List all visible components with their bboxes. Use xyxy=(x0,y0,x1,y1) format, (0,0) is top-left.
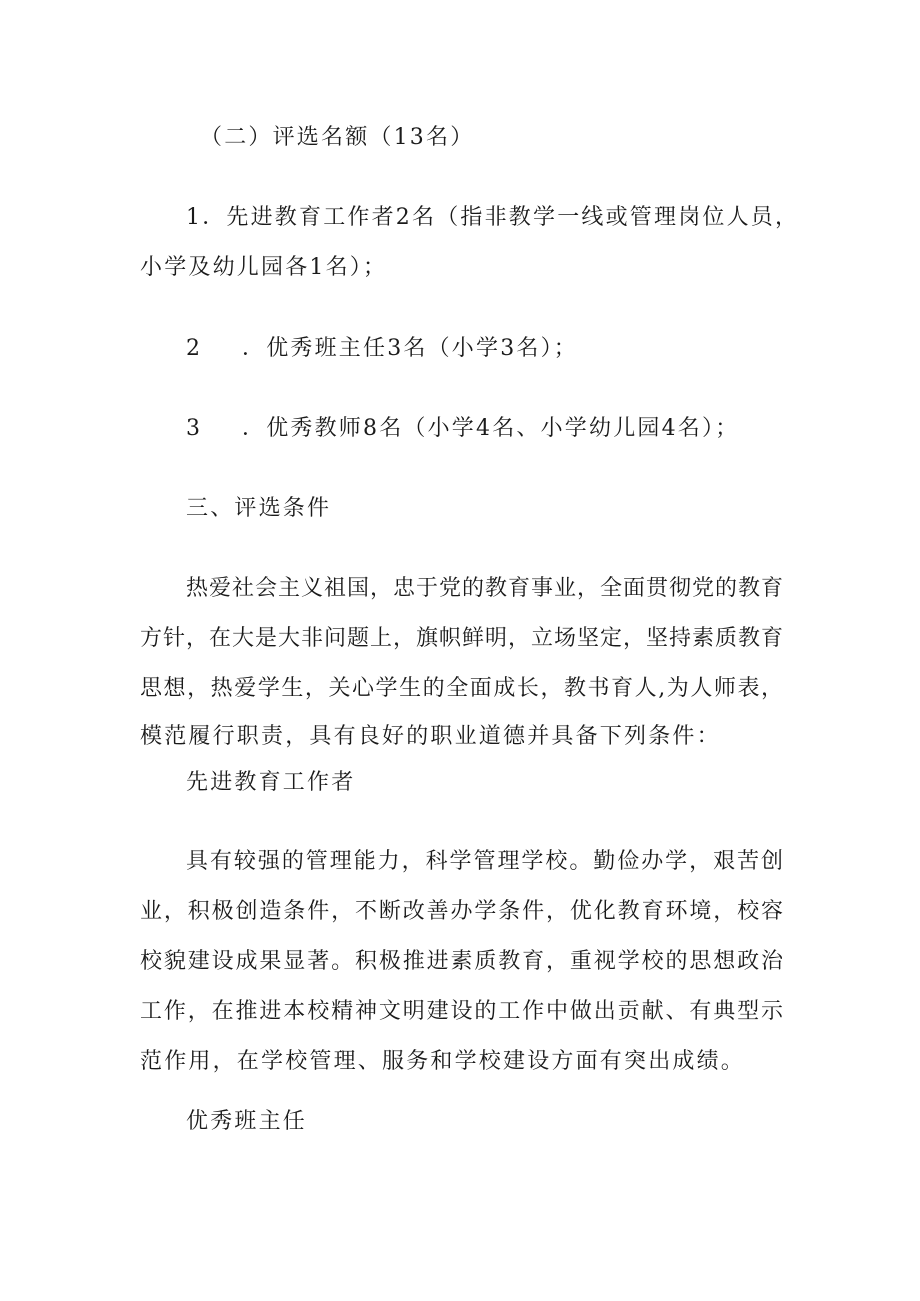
quota-heading: （二）评选名额（13名） xyxy=(200,125,475,150)
general-paragraph-line-3: 思想，热爱学生，关心学生的全面成长，教书育人,为人师表， xyxy=(140,676,783,701)
advanced-worker-paragraph-line-4: 工作，在推进本校精神文明建设的工作中做出贡献、有典型示 xyxy=(140,999,783,1024)
general-paragraph-line-2: 方针，在大是大非问题上，旗帜鲜明，立场坚定，坚持素质教育 xyxy=(140,626,783,651)
advanced-worker-paragraph-line-5: 范作用，在学校管理、服务和学校建设方面有突出成绩。 xyxy=(140,1049,746,1074)
conditions-heading: 三、评选条件 xyxy=(186,496,332,521)
general-paragraph-line-4: 模范履行职责，具有良好的职业道德并具备下列条件： xyxy=(140,724,721,749)
head-teacher-heading: 优秀班主任 xyxy=(186,1109,308,1134)
quota-item-2 xyxy=(186,334,578,364)
quota-item-1-line-1: 1．先进教育工作者2名（指非教学一线或管理岗位人员， xyxy=(186,205,800,230)
quota-item-2-number: 2 xyxy=(186,336,203,361)
advanced-worker-paragraph-line-3: 校貌建设成果显著。积极推进素质教育，重视学校的思想政治 xyxy=(140,949,783,974)
quota-item-3 xyxy=(186,414,739,444)
general-paragraph-line-1: 热爱社会主义祖国，忠于党的教育事业，全面贯彻党的教育 xyxy=(186,576,783,601)
advanced-worker-heading: 先进教育工作者 xyxy=(186,770,356,795)
advanced-worker-paragraph-line-2: 业，积极创造条件，不断改善办学条件，优化教育环境，校容 xyxy=(140,899,783,924)
quota-item-2-text: ．优秀班主任3名（小学3名）； xyxy=(242,336,578,361)
quota-item-3-text: ．优秀教师8名（小学4名、小学幼儿园4名）； xyxy=(242,416,740,441)
quota-item-1-line-2: 小学及幼儿园各1名）； xyxy=(140,255,388,280)
quota-item-3-number: 3 xyxy=(186,416,203,441)
advanced-worker-paragraph-line-1: 具有较强的管理能力，科学管理学校。勤俭办学，艰苦创 xyxy=(186,849,783,874)
